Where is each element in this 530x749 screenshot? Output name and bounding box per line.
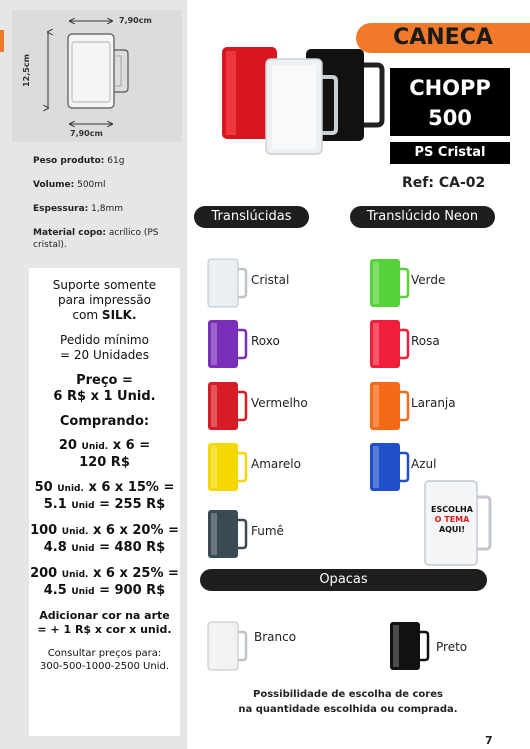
custom-theme-mug bbox=[415, 475, 495, 568]
section-translucido-neon: Translúcido Neon bbox=[350, 206, 495, 228]
support-line-3: com SILK. bbox=[72, 308, 137, 322]
translucida-color-label: Amarelo bbox=[251, 457, 301, 471]
tier-200: 200 Unid. x 6 x 25% = bbox=[30, 566, 179, 581]
tier-20: 20 Unid. x 6 = bbox=[58, 438, 151, 453]
min-order-line-2: = 20 Unidades bbox=[60, 348, 149, 362]
neon-color-label: Laranja bbox=[411, 396, 456, 410]
support-line-2: para impressão bbox=[58, 293, 151, 307]
left-panel bbox=[0, 0, 187, 749]
translucida-color-label: Cristal bbox=[251, 273, 290, 287]
custom-theme-label: ESCOLHA O TEMA AQUI! bbox=[431, 505, 473, 534]
neon-color-label: Rosa bbox=[411, 334, 440, 348]
spec-list bbox=[33, 155, 183, 263]
opaca-preto-mug-icon bbox=[388, 620, 430, 677]
neon-laranja-mug-icon bbox=[368, 380, 410, 437]
translucida-amarelo-mug-icon bbox=[206, 441, 248, 498]
material-badge: PS Cristal bbox=[390, 142, 510, 164]
product-ref: Ref: CA-02 bbox=[402, 175, 486, 191]
dim-width-top: 7,90cm bbox=[119, 16, 152, 25]
translucida-color-label: Roxo bbox=[251, 334, 280, 348]
spec-volume: Volume: 500ml bbox=[33, 180, 106, 190]
neon-rosa-mug-icon bbox=[368, 318, 410, 375]
neon-color-label: Verde bbox=[411, 273, 446, 287]
pricing-card bbox=[29, 268, 180, 736]
dimension-diagram bbox=[12, 10, 182, 142]
opaca-color-label: Preto bbox=[436, 640, 468, 654]
neon-azul-mug-icon bbox=[368, 441, 410, 498]
section-opacas: Opacas bbox=[200, 569, 487, 591]
spec-thickness: Espessura: 1,8mm bbox=[33, 204, 124, 214]
tier-50: 50 Unid. x 6 x 15% = bbox=[34, 480, 175, 495]
buying-label: Comprando: bbox=[59, 414, 150, 429]
accent-tick bbox=[0, 30, 4, 52]
translucida-cristal-mug-icon bbox=[206, 257, 248, 314]
spec-material: Material copo: acrílico (PS cristal). bbox=[33, 228, 159, 250]
tier-20-result: 120 R$ bbox=[79, 455, 130, 470]
opaca-color-label: Branco bbox=[254, 630, 297, 644]
model-line-2: 500 bbox=[428, 106, 472, 130]
extra-color-line-1: Adicionar cor na arte bbox=[39, 609, 170, 622]
model-line-1: CHOPP bbox=[409, 76, 491, 100]
tier-50-result: 5.1 Unid = 255 R$ bbox=[43, 497, 166, 512]
support-line-1: Suporte somente bbox=[52, 278, 157, 292]
spec-weight: Peso produto: 61g bbox=[33, 156, 125, 166]
translucida-roxo-mug-icon bbox=[206, 318, 248, 375]
min-order-line-1: Pedido mínimo bbox=[60, 333, 149, 347]
translucida-color-label: Vermelho bbox=[251, 396, 308, 410]
tier-100-result: 4.8 Unid = 480 R$ bbox=[43, 540, 166, 555]
tier-100: 100 Unid. x 6 x 20% = bbox=[30, 523, 179, 538]
consult-line-2: 300-500-1000-2500 Unid. bbox=[39, 661, 170, 672]
translucida-vermelho-mug-icon bbox=[206, 380, 248, 437]
dim-width-bottom: 7,90cm bbox=[70, 129, 103, 138]
price-value: 6 R$ x 1 Unid. bbox=[53, 389, 156, 404]
mug-outline-drawing bbox=[12, 10, 182, 142]
opaca-branco-mug-icon bbox=[206, 620, 248, 677]
page-number: 7 bbox=[485, 734, 493, 747]
model-name-box bbox=[390, 68, 510, 136]
extra-color-line-2: = + 1 R$ x cor x unid. bbox=[37, 623, 172, 636]
translucida-color-label: Fumê bbox=[251, 524, 284, 538]
dim-height: 12,5cm bbox=[21, 54, 31, 87]
translucida-fume-mug-icon bbox=[206, 508, 248, 565]
neon-color-label: Azul bbox=[411, 457, 437, 471]
color-choice-note: Possibilidade de escolha de cores na quantidade escolhida ou comprada. bbox=[238, 689, 458, 715]
hero-mugs-image bbox=[214, 35, 394, 160]
consult-line-1: Consultar preços para: bbox=[47, 648, 162, 659]
tier-200-result: 4.5 Unid = 900 R$ bbox=[43, 583, 166, 598]
neon-verde-mug-icon bbox=[368, 257, 410, 314]
section-translucidas: Translúcidas bbox=[194, 206, 309, 228]
product-title-banner: CANECA bbox=[356, 23, 530, 53]
price-label: Preço = bbox=[76, 373, 133, 388]
